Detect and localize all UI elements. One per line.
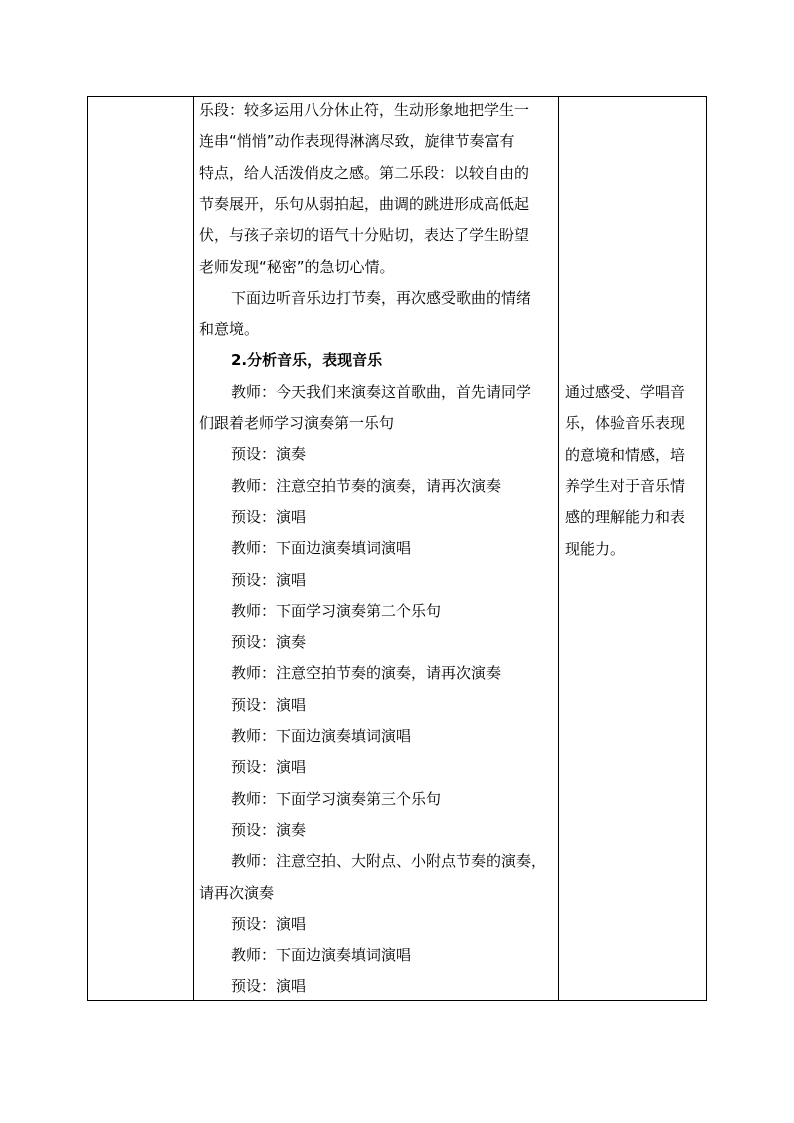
activity-line: 预设：演奏 bbox=[231, 445, 307, 464]
activity-line: 伏，与孩子亲切的语气十分贴切，表达了学生盼望 bbox=[199, 226, 530, 245]
stage-cell bbox=[88, 97, 193, 1000]
activity-line: 教师：下面边演奏填词演唱 bbox=[231, 727, 412, 745]
column-divider-right bbox=[558, 97, 559, 1000]
activity-line: 预设：演奏 bbox=[231, 820, 307, 839]
activity-line: 预设：演唱 bbox=[231, 507, 307, 526]
activity-line: 请再次演奏 bbox=[199, 883, 275, 902]
activity-line: 预设：演唱 bbox=[231, 695, 307, 714]
activity-line: 老师发现“秘密”的急切心情。 bbox=[199, 257, 395, 276]
activity-line: 下面边听音乐边打节奏，再次感受歌曲的情绪 bbox=[231, 288, 532, 307]
activity-line: 们跟着老师学习演奏第一乐句 bbox=[199, 414, 395, 432]
activity-line: 教师：下面边演奏填词演唱 bbox=[231, 539, 412, 558]
activity-line: 连串“悄悄”动作表现得淋漓尽致，旋律节奏富有 bbox=[199, 132, 515, 151]
purpose-line: 感的理解能力和表 bbox=[565, 508, 686, 527]
activity-cell bbox=[199, 97, 556, 1000]
column-divider-left bbox=[193, 97, 194, 1000]
activity-line: 预设：演唱 bbox=[231, 570, 307, 589]
purpose-line: 乐，体验音乐表现 bbox=[565, 414, 686, 433]
activity-line: 特点，给人活泼俏皮之感。第二乐段：以较自由的 bbox=[199, 163, 530, 182]
activity-line: 预设：演唱 bbox=[231, 977, 307, 996]
activity-line: 教师：注意空拍节奏的演奏，请再次演奏 bbox=[231, 664, 502, 683]
activity-line: 预设：演奏 bbox=[231, 633, 307, 652]
activity-line: 教师：注意空拍、大附点、小附点节奏的演奏， bbox=[231, 852, 547, 871]
activity-line: 节奏展开，乐句从弱拍起，曲调的跳进形成高低起 bbox=[199, 194, 530, 213]
purpose-line: 的意境和情感，培 bbox=[565, 445, 686, 464]
purpose-line: 养学生对于音乐情 bbox=[565, 476, 686, 495]
activity-line: 教师：下面学习演奏第二个乐句 bbox=[231, 601, 442, 620]
activity-line: 教师：注意空拍节奏的演奏，请再次演奏 bbox=[231, 476, 502, 495]
purpose-cell bbox=[565, 97, 705, 1000]
purpose-line: 现能力。 bbox=[565, 539, 626, 558]
purpose-line: 通过感受、学唱音 bbox=[565, 383, 686, 401]
activity-line: 预设：演唱 bbox=[231, 758, 307, 777]
activity-line: 教师：今天我们来演奏这首歌曲，首先请同学 bbox=[231, 382, 532, 401]
section-heading: 2.分析音乐，表现音乐 bbox=[231, 351, 383, 370]
activity-line: 教师：下面边演奏填词演唱 bbox=[231, 946, 412, 965]
activity-line: 和意境。 bbox=[199, 320, 260, 339]
activity-line: 预设：演唱 bbox=[231, 914, 307, 933]
lesson-plan-table bbox=[87, 96, 707, 1001]
activity-line: 乐段：较多运用八分休止符，生动形象地把学生一 bbox=[199, 101, 530, 119]
activity-line: 教师：下面学习演奏第三个乐句 bbox=[231, 789, 442, 808]
